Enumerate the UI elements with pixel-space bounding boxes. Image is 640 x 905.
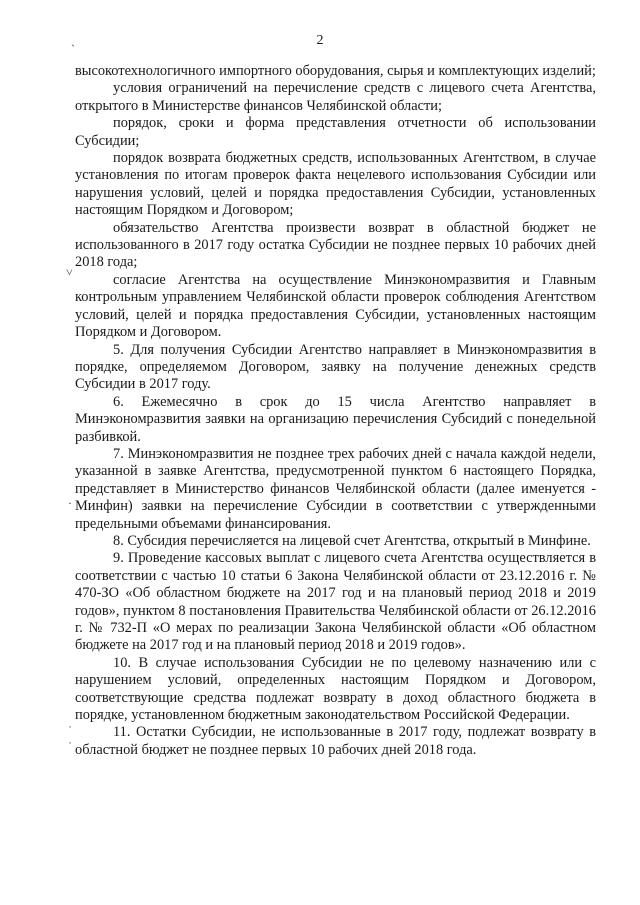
page-number: 2: [316, 33, 324, 48]
paragraph: условия ограничений на перечисление средств с лицевого счета Агентства, открытого в Министерстве финансов Челябинской области;: [75, 80, 596, 114]
paragraph: 9. Проведение кассовых выплат с лицевого счета Агентства осуществляется в соответствии с частью 10 статьи 6 Закона Челябинской области от 23.12.2016 г. № 470-ЗО «Об областном бюджете на 2017 год и на плановый период 2018 и 2019 годов», пунктом 8 постановления Правительства Челябинской области от 26.12.2016 г. № 732-П «О мерах по реализации Закона Челябинской области «Об областном бюджете на 2017 год и на плановый период 2018 и 2019 годов».: [75, 550, 596, 654]
paragraph: 6. Ежемесячно в срок до 15 числа Агентство направляет в Минэкономразвития заявки на организацию перечисления Субсидий с понедельной разбивкой.: [75, 393, 596, 445]
scan-mark: ˅: [66, 265, 73, 279]
scan-mark: ˎ: [71, 33, 75, 47]
paragraph: обязательство Агентства произвести возврат в областной бюджет не использованного в 2017 году остатка Субсидии не позднее первых 10 рабочих дней 2018 года;: [75, 219, 596, 271]
paragraph: высокотехнологичного импортного оборудования, сырья и комплектующих изделий;: [75, 63, 596, 79]
paragraph: 7. Минэкономразвития не позднее трех рабочих дней с начала каждой недели, указанной в заявке Агентства, предусмотренной пунктом 6 настоящего Порядка, представляет в Министерство финансов Челябинской области (далее именуется - Минфин) заявки на перечисление Субсидии в соответствии с утвержденными предельными объемами финансирования.: [75, 445, 596, 532]
paragraph: согласие Агентства на осуществление Минэкономразвития и Главным контрольным управлением Челябинской области проверок соблюдения Агентством условий, целей и порядка предоставления Субсидии, установленных настоящим Порядком и Договором.: [75, 271, 596, 341]
paragraph: порядок возврата бюджетных средств, использованных Агентством, в случае установления по итогам проверок факта нецелевого использования Субсидии или нарушения условий, целей и порядка предоставления Субсидии, установленных настоящим Порядком и Договором;: [75, 150, 596, 219]
paragraph: 8. Субсидия перечисляется на лицевой счет Агентства, открытый в Минфине.: [113, 532, 591, 549]
scan-mark: ·: [68, 496, 72, 510]
paragraph: 10. В случае использования Субсидии не по целевому назначению или с нарушением условий, определенных настоящим Порядком и Договором, соответствующие средства подлежат возврату в доход областного бюджета в порядке, установленном бюджетным законодательством Российской Федерации.: [75, 654, 596, 724]
paragraph: порядок, сроки и форма представления отчетности об использовании Субсидии;: [75, 115, 596, 149]
document-body: [75, 63, 596, 759]
scan-mark: ˙: [68, 723, 72, 737]
paragraph: 11. Остатки Субсидии, не использованные в 2017 году, подлежат возврату в областной бюджет не позднее первых 10 рабочих дней 2018 года.: [75, 724, 596, 758]
scan-mark: ˙: [68, 739, 72, 753]
paragraph: 5. Для получения Субсидии Агентство направляет в Минэкономразвития в порядке, определяемом Договором, заявку на получение денежных средств Субсидии в 2017 году.: [75, 341, 596, 393]
